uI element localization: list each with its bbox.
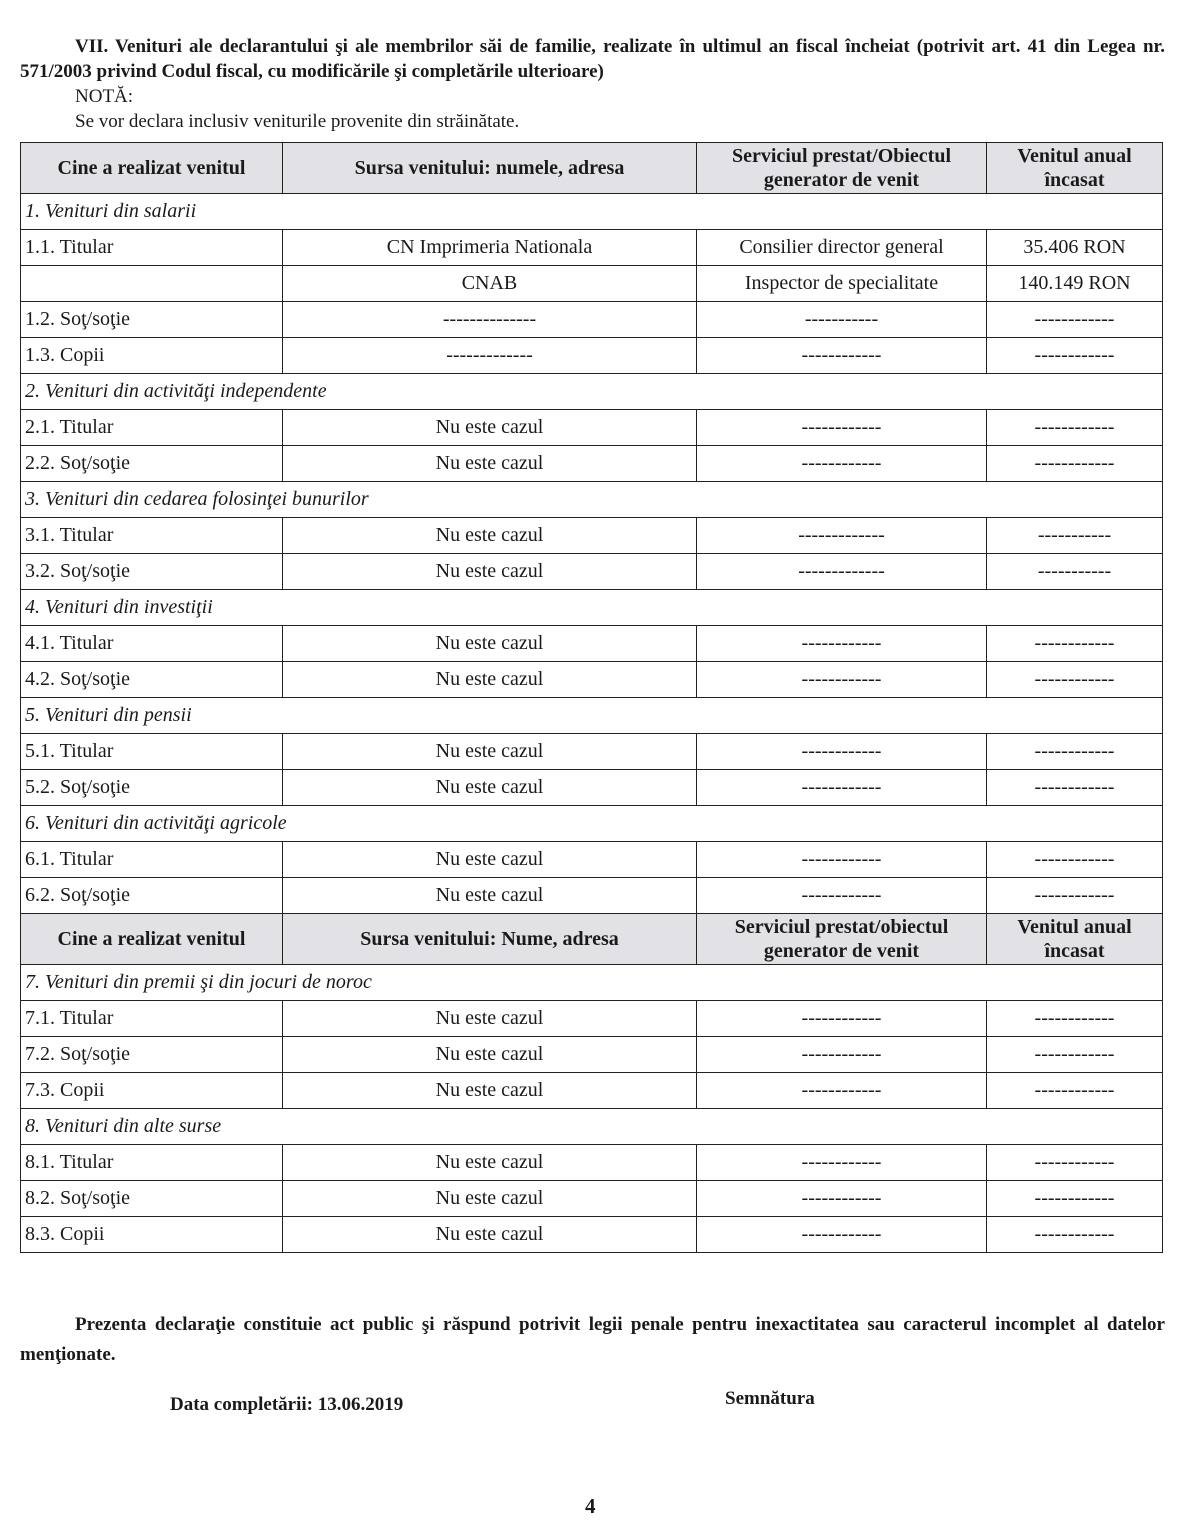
section-title: 6. Venituri din activităţi agricole: [21, 806, 1163, 842]
income-cell: ------------: [987, 1001, 1163, 1037]
income-cell: ------------: [987, 878, 1163, 914]
source-cell: -------------: [283, 338, 697, 374]
signature-label: Semnătura: [725, 1388, 815, 1409]
earner-cell: [21, 266, 283, 302]
source-cell: CN Imprimeria Nationala: [283, 230, 697, 266]
earner-cell: 7.1. Titular: [21, 1001, 283, 1037]
section-row: [21, 965, 1163, 1001]
source-cell: Nu este cazul: [283, 1037, 697, 1073]
note-text: Se vor declara inclusiv veniturile provenite din străinătate.: [75, 111, 520, 132]
source-cell: Nu este cazul: [283, 1073, 697, 1109]
source-cell: Nu este cazul: [283, 770, 697, 806]
table-row: [21, 518, 1163, 554]
source-cell: Nu este cazul: [283, 1181, 697, 1217]
table-row: [21, 1217, 1163, 1253]
table-row: [21, 734, 1163, 770]
source-cell: Nu este cazul: [283, 1145, 697, 1181]
service-cell: -------------: [697, 554, 987, 590]
section-intro: [20, 34, 1165, 134]
page-number: 4: [585, 1494, 596, 1518]
earner-cell: 4.1. Titular: [21, 626, 283, 662]
source-cell: Nu este cazul: [283, 1217, 697, 1253]
earner-cell: 6.1. Titular: [21, 842, 283, 878]
footer-statement: [20, 1310, 1165, 1370]
earner-cell: 8.2. Soţ/soţie: [21, 1181, 283, 1217]
earner-cell: 1.2. Soţ/soţie: [21, 302, 283, 338]
table-row: [21, 1073, 1163, 1109]
income-cell: ------------: [987, 626, 1163, 662]
service-cell: ------------: [697, 446, 987, 482]
section-title: 2. Venituri din activităţi independente: [21, 374, 1163, 410]
service-cell: Consilier director general: [697, 230, 987, 266]
service-cell: -------------: [697, 518, 987, 554]
income-cell: ------------: [987, 734, 1163, 770]
section-row: [21, 806, 1163, 842]
table-row: [21, 842, 1163, 878]
earner-cell: 4.2. Soţ/soţie: [21, 662, 283, 698]
section-title: 4. Venituri din investiţii: [21, 590, 1163, 626]
section-row: [21, 590, 1163, 626]
table-row: [21, 770, 1163, 806]
income-cell: ------------: [987, 1073, 1163, 1109]
income-cell: 140.149 RON: [987, 266, 1163, 302]
table-header-row: [21, 143, 1163, 194]
section-row: [21, 698, 1163, 734]
income-cell: ------------: [987, 770, 1163, 806]
table-row: [21, 338, 1163, 374]
public-act-statement: Prezenta declaraţie constituie act public şi răspund potrivit legii penale pentru inexactitatea sau caracterul incomplet al datelor menţionate.: [20, 1314, 1165, 1365]
table-row: [21, 626, 1163, 662]
service-cell: ------------: [697, 878, 987, 914]
service-cell: ------------: [697, 1145, 987, 1181]
earner-cell: 5.1. Titular: [21, 734, 283, 770]
source-cell: Nu este cazul: [283, 662, 697, 698]
completion-date: Data completării: 13.06.2019: [170, 1394, 404, 1415]
income-cell: ------------: [987, 842, 1163, 878]
service-cell: ------------: [697, 1037, 987, 1073]
section-row: [21, 482, 1163, 518]
section-title: 7. Venituri din premii şi din jocuri de noroc: [21, 965, 1163, 1001]
source-cell: Nu este cazul: [283, 410, 697, 446]
column-header: Cine a realizat venitul: [21, 143, 283, 194]
service-cell: ------------: [697, 338, 987, 374]
table-row: [21, 878, 1163, 914]
column-header: Venitul anual încasat: [987, 914, 1163, 965]
earner-cell: 7.3. Copii: [21, 1073, 283, 1109]
note-label: NOTĂ:: [75, 86, 134, 107]
table-row: [21, 1181, 1163, 1217]
table-row: [21, 1001, 1163, 1037]
earner-cell: 8.1. Titular: [21, 1145, 283, 1181]
section-row: [21, 1109, 1163, 1145]
section-title: 1. Venituri din salarii: [21, 194, 1163, 230]
table-row: [21, 410, 1163, 446]
section-row: [21, 194, 1163, 230]
source-cell: Nu este cazul: [283, 842, 697, 878]
earner-cell: 3.1. Titular: [21, 518, 283, 554]
service-cell: ------------: [697, 662, 987, 698]
income-cell: ------------: [987, 662, 1163, 698]
earner-cell: 1.1. Titular: [21, 230, 283, 266]
section-title: 8. Venituri din alte surse: [21, 1109, 1163, 1145]
column-header: Sursa venitului: numele, adresa: [283, 143, 697, 194]
earner-cell: 3.2. Soţ/soţie: [21, 554, 283, 590]
source-cell: Nu este cazul: [283, 878, 697, 914]
source-cell: Nu este cazul: [283, 626, 697, 662]
income-cell: ------------: [987, 1181, 1163, 1217]
source-cell: Nu este cazul: [283, 446, 697, 482]
table-row: [21, 266, 1163, 302]
service-cell: ------------: [697, 1073, 987, 1109]
earner-cell: 2.1. Titular: [21, 410, 283, 446]
income-cell: ------------: [987, 338, 1163, 374]
income-cell: 35.406 RON: [987, 230, 1163, 266]
income-table: [20, 142, 1163, 1253]
section-title: VII. Venituri ale declarantului şi ale membrilor săi de familie, realizate în ultimul an fiscal încheiat (potrivit art. 41 din Legea nr. 571/2003 privind Codul fiscal, cu modificările şi completările ulterioare): [20, 36, 1165, 82]
income-cell: ------------: [987, 1037, 1163, 1073]
income-cell: ------------: [987, 1217, 1163, 1253]
source-cell: Nu este cazul: [283, 518, 697, 554]
earner-cell: 1.3. Copii: [21, 338, 283, 374]
service-cell: ------------: [697, 1001, 987, 1037]
service-cell: -----------: [697, 302, 987, 338]
section-row: [21, 374, 1163, 410]
column-header: Venitul anual încasat: [987, 143, 1163, 194]
earner-cell: 6.2. Soţ/soţie: [21, 878, 283, 914]
table-row: [21, 1037, 1163, 1073]
service-cell: ------------: [697, 1217, 987, 1253]
service-cell: ------------: [697, 626, 987, 662]
income-cell: -----------: [987, 518, 1163, 554]
income-cell: ------------: [987, 1145, 1163, 1181]
source-cell: Nu este cazul: [283, 554, 697, 590]
source-cell: --------------: [283, 302, 697, 338]
service-cell: Inspector de specialitate: [697, 266, 987, 302]
table-row: [21, 662, 1163, 698]
source-cell: Nu este cazul: [283, 734, 697, 770]
column-header: Cine a realizat venitul: [21, 914, 283, 965]
earner-cell: 8.3. Copii: [21, 1217, 283, 1253]
table-row: [21, 446, 1163, 482]
income-cell: ------------: [987, 446, 1163, 482]
service-cell: ------------: [697, 842, 987, 878]
table-header-row: [21, 914, 1163, 965]
earner-cell: 7.2. Soţ/soţie: [21, 1037, 283, 1073]
section-title: 5. Venituri din pensii: [21, 698, 1163, 734]
table-row: [21, 230, 1163, 266]
source-cell: CNAB: [283, 266, 697, 302]
income-cell: ------------: [987, 410, 1163, 446]
column-header: Sursa venitului: Nume, adresa: [283, 914, 697, 965]
service-cell: ------------: [697, 734, 987, 770]
column-header: Serviciul prestat/Obiectul generator de venit: [697, 143, 987, 194]
table-row: [21, 1145, 1163, 1181]
service-cell: ------------: [697, 1181, 987, 1217]
table-row: [21, 302, 1163, 338]
service-cell: ------------: [697, 770, 987, 806]
table-row: [21, 554, 1163, 590]
column-header: Serviciul prestat/obiectul generator de venit: [697, 914, 987, 965]
source-cell: Nu este cazul: [283, 1001, 697, 1037]
earner-cell: 5.2. Soţ/soţie: [21, 770, 283, 806]
section-title: 3. Venituri din cedarea folosinţei bunurilor: [21, 482, 1163, 518]
earner-cell: 2.2. Soţ/soţie: [21, 446, 283, 482]
income-cell: -----------: [987, 554, 1163, 590]
income-cell: ------------: [987, 302, 1163, 338]
service-cell: ------------: [697, 410, 987, 446]
